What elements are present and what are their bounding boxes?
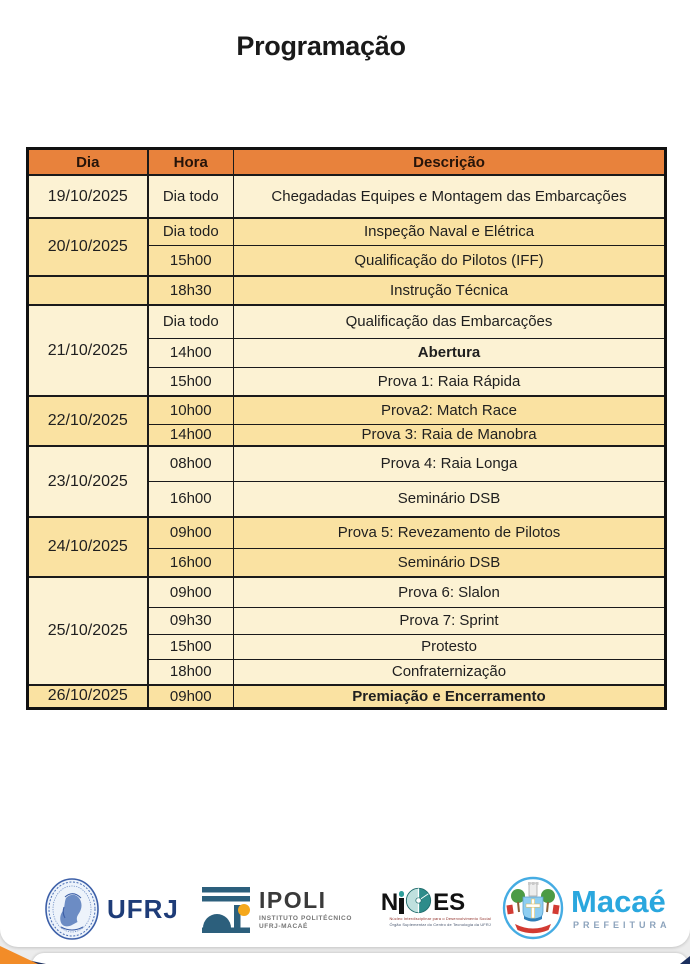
description-cell: Inspeção Naval e Elétrica xyxy=(234,218,666,245)
macae-logo xyxy=(502,876,671,940)
table-row xyxy=(28,276,666,305)
description-cell: Prova2: Match Race xyxy=(234,396,666,424)
table-row xyxy=(28,685,666,708)
description-cell: Prova 3: Raia de Manobra xyxy=(234,424,666,446)
date-cell: 22/10/2025 xyxy=(28,396,148,446)
date-cell: 25/10/2025 xyxy=(28,577,148,685)
description-cell: Prova 4: Raia Longa xyxy=(234,446,666,481)
description-cell: Seminário DSB xyxy=(234,548,666,577)
description-cell: Abertura xyxy=(234,338,666,367)
time-cell: 09h30 xyxy=(148,607,234,634)
nides-letter-i-icon xyxy=(399,890,404,914)
time-cell: 15h00 xyxy=(148,245,234,276)
time-cell: 09h00 xyxy=(148,685,234,708)
description-cell: Prova 7: Sprint xyxy=(234,607,666,634)
time-cell: 15h00 xyxy=(148,634,234,659)
time-cell: Dia todo xyxy=(148,218,234,245)
time-cell: 18h30 xyxy=(148,276,234,305)
nides-logo xyxy=(380,885,491,929)
time-cell: 16h00 xyxy=(148,481,234,517)
ipoli-wordmark: IPOLI xyxy=(259,887,327,913)
table-row xyxy=(28,396,666,424)
schedule-table xyxy=(26,147,667,710)
ufrj-logo xyxy=(44,877,179,941)
nides-wordmark xyxy=(380,885,466,914)
table-row xyxy=(28,218,666,245)
macae-subtitle: PREFEITURA xyxy=(573,920,671,930)
time-cell: Dia todo xyxy=(148,175,234,218)
nides-caption-1: Núcleo Interdisciplinar para o Desenvolvimento Social xyxy=(389,917,491,922)
schedule-table-body xyxy=(28,175,666,708)
description-cell: Instrução Técnica xyxy=(234,276,666,305)
time-cell: 14h00 xyxy=(148,338,234,367)
date-cell: 24/10/2025 xyxy=(28,517,148,577)
date-cell xyxy=(28,276,148,305)
description-cell: Prova 6: Slalon xyxy=(234,577,666,607)
time-cell: 09h00 xyxy=(148,577,234,607)
ipoli-icon xyxy=(202,887,250,933)
macae-wordmark: Macaé xyxy=(571,884,666,919)
ipoli-subtitle: INSTITUTO POLITÉCNICO xyxy=(259,915,353,922)
page-title: Programação xyxy=(236,31,406,61)
date-cell: 19/10/2025 xyxy=(28,175,148,218)
ufrj-emblem-icon xyxy=(44,877,100,941)
table-row xyxy=(28,305,666,338)
time-cell: 09h00 xyxy=(148,517,234,548)
description-cell: Seminário DSB xyxy=(234,481,666,517)
ipoli-subtitle-2: UFRJ-MACAÉ xyxy=(259,923,308,930)
description-cell: Confraternização xyxy=(234,659,666,685)
header-row xyxy=(28,149,666,176)
next-page-edge xyxy=(32,953,688,964)
description-cell: Premiação e Encerramento xyxy=(234,685,666,708)
column-header-descricao: Descrição xyxy=(234,149,666,176)
date-cell: 20/10/2025 xyxy=(28,218,148,276)
table-row xyxy=(28,517,666,548)
description-cell: Qualificação das Embarcações xyxy=(234,305,666,338)
date-cell: 26/10/2025 xyxy=(28,685,148,708)
table-row xyxy=(28,577,666,607)
time-cell: 18h00 xyxy=(148,659,234,685)
date-cell: 21/10/2025 xyxy=(28,305,148,396)
macae-crest-icon xyxy=(502,876,564,940)
description-cell: Qualificação do Pilotos (IFF) xyxy=(234,245,666,276)
time-cell: 14h00 xyxy=(148,424,234,446)
ipoli-text xyxy=(259,887,352,930)
description-cell: Prova 1: Raia Rápida xyxy=(234,367,666,396)
nides-letter-n: N xyxy=(380,888,399,916)
description-cell: Prova 5: Revezamento de Pilotos xyxy=(234,517,666,548)
table-row xyxy=(28,446,666,481)
column-header-hora: Hora xyxy=(148,149,234,176)
ufrj-wordmark: UFRJ xyxy=(107,893,179,924)
nides-letter-es: ES xyxy=(433,888,466,916)
macae-text xyxy=(571,886,671,930)
nides-d-globe-icon xyxy=(405,887,432,914)
ipoli-logo xyxy=(202,887,352,933)
column-header-dia: Dia xyxy=(28,149,148,176)
date-cell: 23/10/2025 xyxy=(28,446,148,517)
nides-caption-2: Órgão Suplementar do Centro de Tecnologia da UFRJ xyxy=(389,923,491,928)
time-cell: 08h00 xyxy=(148,446,234,481)
time-cell: 15h00 xyxy=(148,367,234,396)
time-cell: Dia todo xyxy=(148,305,234,338)
description-cell: Chegadadas Equipes e Montagem das Embarcações xyxy=(234,175,666,218)
description-cell: Protesto xyxy=(234,634,666,659)
table-row xyxy=(28,175,666,218)
time-cell: 16h00 xyxy=(148,548,234,577)
time-cell: 10h00 xyxy=(148,396,234,424)
